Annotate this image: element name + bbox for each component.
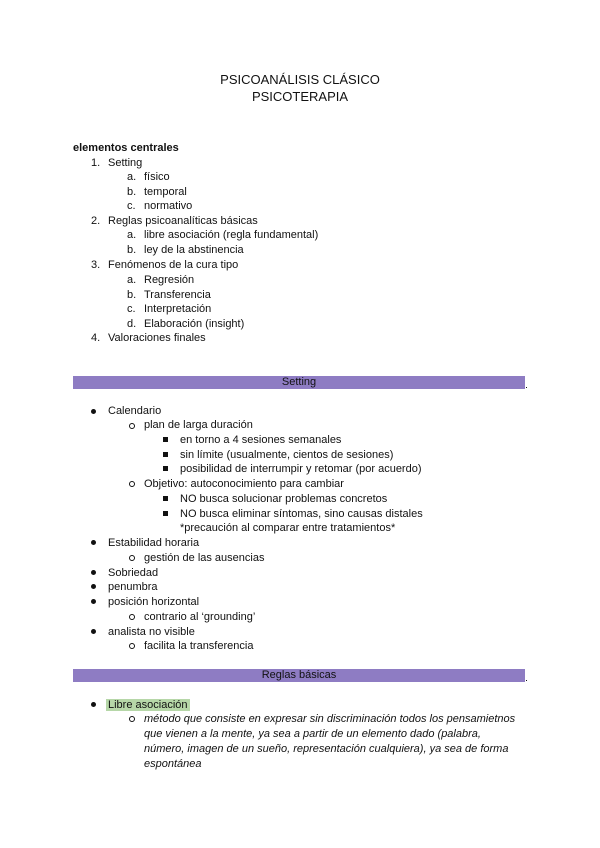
bullet-circle-icon: [129, 423, 135, 429]
list-item: Estabilidad horaria: [108, 537, 200, 549]
definition-line: espontánea: [144, 758, 202, 770]
list-subsubitem: en torno a 4 sesiones semanales: [180, 434, 342, 446]
bullet-square-icon: [163, 437, 168, 442]
list-item: Reglas psicoanalíticas básicas: [108, 215, 258, 227]
list-number: 4.: [91, 332, 101, 344]
list-item: Valoraciones finales: [108, 332, 206, 344]
list-subitem: ley de la abstinencia: [144, 244, 244, 256]
bullet-circle-icon: [129, 555, 135, 561]
central-heading: elementos centrales: [73, 142, 179, 154]
list-subitem: libre asociación (regla fundamental): [144, 229, 319, 241]
libre-asociacion-label: Libre asociación: [108, 699, 188, 711]
list-letter: a.: [127, 274, 137, 286]
bullet-icon: [91, 599, 96, 604]
list-subitem: temporal: [144, 186, 187, 198]
document-title: PSICOANÁLISIS CLÁSICO: [220, 72, 380, 87]
band-end-mark: [526, 387, 527, 388]
bullet-circle-icon: [129, 716, 135, 722]
list-number: 1.: [91, 157, 101, 169]
bullet-square-icon: [163, 452, 168, 457]
list-subsubitem: posibilidad de interrumpir y retomar (por acuerdo): [180, 463, 422, 475]
definition-line: número, imagen de un sueño, representación cualquiera), ya sea de forma: [144, 743, 509, 755]
bullet-circle-icon: [129, 481, 135, 487]
list-subitem: contrario al ‘grounding’: [144, 611, 256, 623]
list-subitem: normativo: [144, 200, 193, 212]
list-letter: b.: [127, 289, 137, 301]
bullet-icon: [91, 540, 96, 545]
list-subsubitem: NO busca eliminar síntomas, sino causas distales: [180, 508, 423, 520]
list-letter: d.: [127, 318, 137, 330]
definition-line: método que consiste en expresar sin discriminación todos los pensamietnos: [144, 713, 516, 725]
list-item: penumbra: [108, 581, 158, 593]
section-band-setting: [73, 376, 525, 389]
list-item: Calendario: [108, 405, 162, 417]
list-letter: b.: [127, 244, 137, 256]
bullet-icon: [91, 629, 96, 634]
section-title-reglas: Reglas básicas: [261, 669, 337, 681]
section-band-reglas: [73, 669, 525, 682]
list-item: analista no visible: [108, 626, 195, 638]
list-number: 2.: [91, 215, 101, 227]
list-subitem: Interpretación: [144, 303, 212, 315]
list-subitem: físico: [144, 171, 170, 183]
list-subitem: Regresión: [144, 274, 195, 286]
list-letter: a.: [127, 229, 137, 241]
list-subitem: facilita la transferencia: [144, 640, 254, 652]
bullet-icon: [91, 702, 96, 707]
definition-line: que vienen a la mente, ya sea a partir de un elemento dado (palabra,: [144, 728, 481, 740]
list-subitem: Elaboración (insight): [144, 318, 245, 330]
bullet-icon: [91, 409, 96, 414]
list-subitem: Objetivo: autoconocimiento para cambiar: [144, 478, 344, 490]
list-item: posición horizontal: [108, 596, 200, 608]
list-item: Fenómenos de la cura tipo: [108, 259, 239, 271]
bullet-circle-icon: [129, 643, 135, 649]
list-item: Sobriedad: [108, 567, 159, 579]
list-subsubitem: sin límite (usualmente, cientos de sesiones): [180, 449, 394, 461]
list-subitem: plan de larga duración: [144, 419, 253, 431]
bullet-icon: [91, 570, 96, 575]
list-number: 3.: [91, 259, 101, 271]
document-subtitle: PSICOTERAPIA: [251, 89, 349, 104]
bullet-circle-icon: [129, 614, 135, 620]
highlighted-item: [106, 698, 190, 712]
list-subitem: gestión de las ausencias: [144, 552, 265, 564]
list-subsubitem: NO busca solucionar problemas concretos: [180, 493, 388, 505]
bullet-square-icon: [163, 466, 168, 471]
list-subitem: Transferencia: [144, 289, 211, 301]
band-end-mark: [526, 680, 527, 681]
section-title-setting: Setting: [281, 376, 317, 388]
bullet-square-icon: [163, 496, 168, 501]
list-letter: b.: [127, 186, 137, 198]
list-letter: c.: [127, 200, 136, 212]
list-letter: a.: [127, 171, 137, 183]
bullet-icon: [91, 584, 96, 589]
list-letter: c.: [127, 303, 136, 315]
bullet-square-icon: [163, 511, 168, 516]
list-item: Setting: [108, 157, 143, 169]
caution-note: *precaución al comparar entre tratamientos*: [180, 522, 396, 534]
